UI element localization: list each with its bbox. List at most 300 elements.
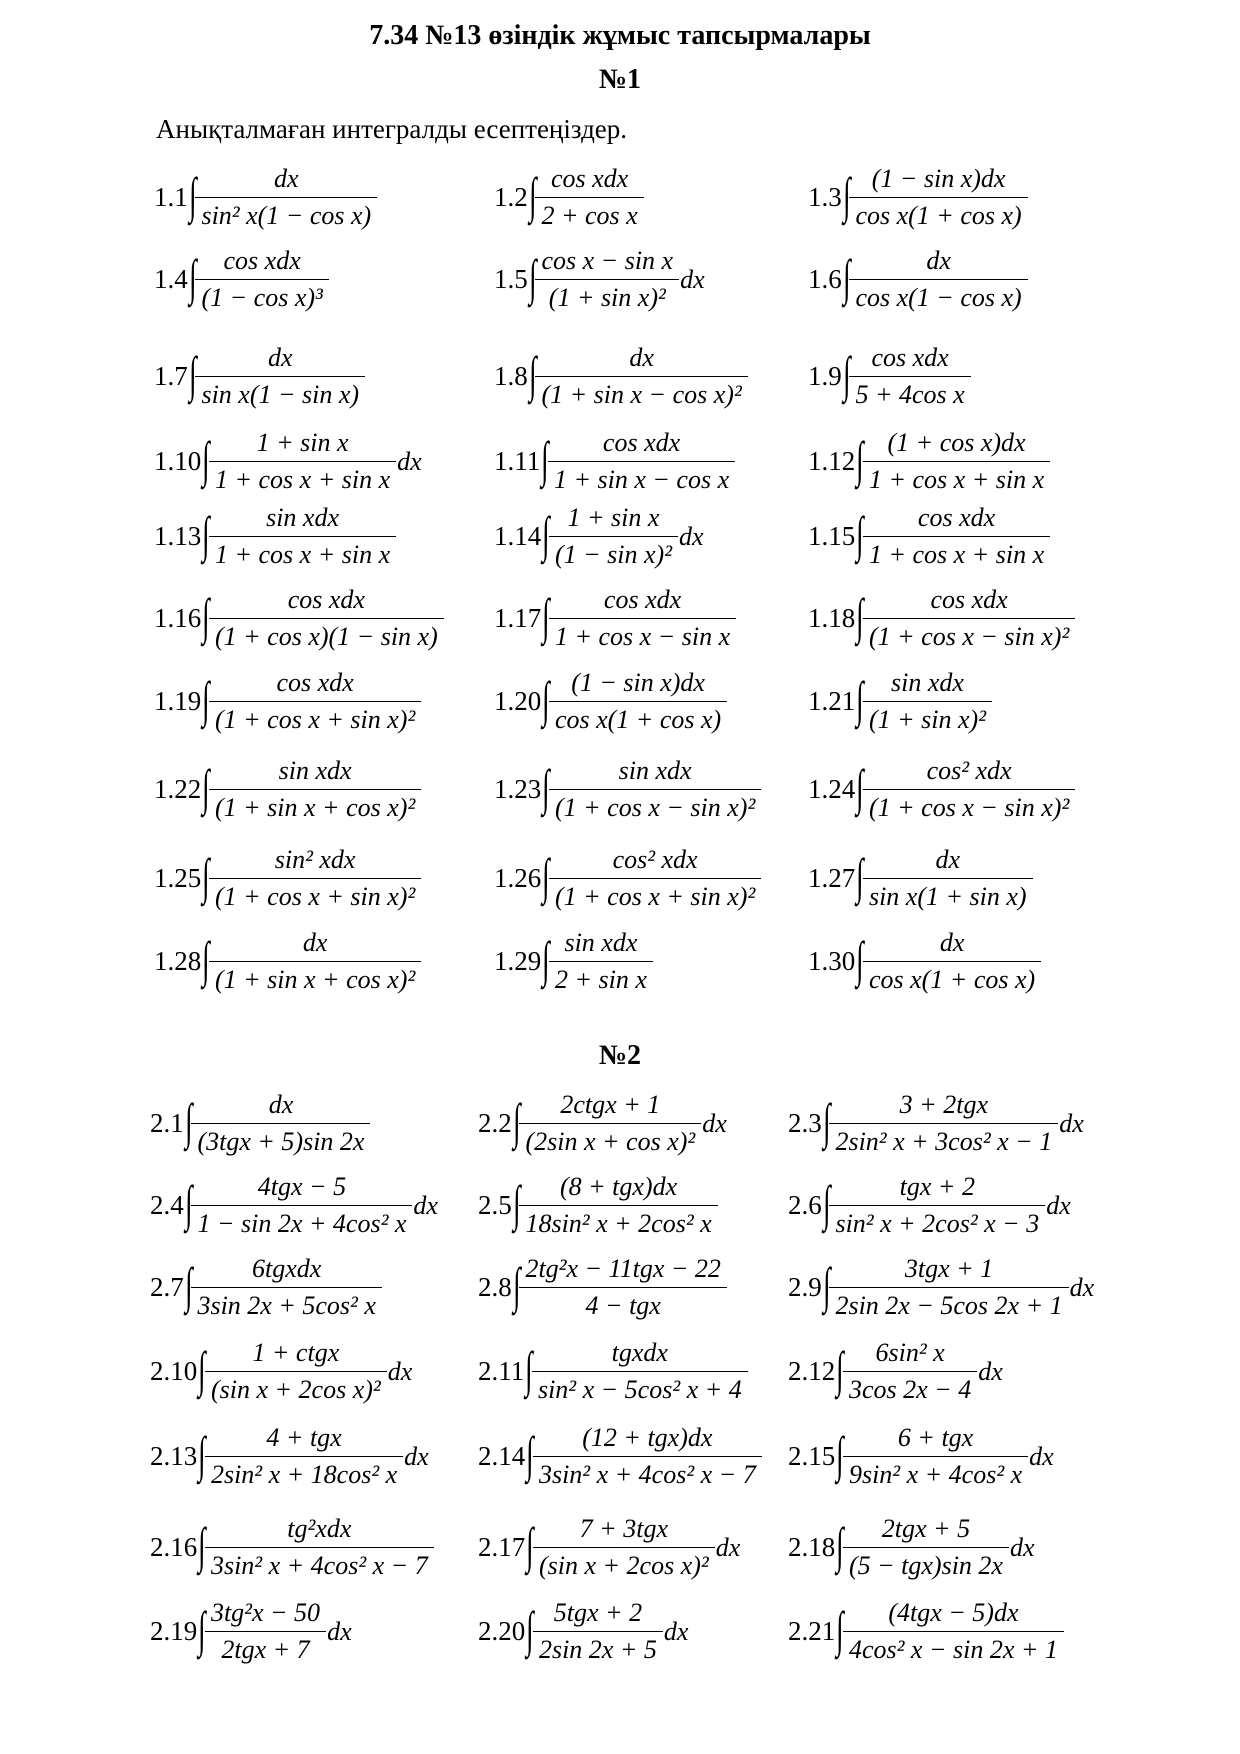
problem-number: 1.29 <box>494 946 542 976</box>
integrand-fraction <box>535 343 747 410</box>
section1-problem-1-22 <box>154 756 421 823</box>
integrand-fraction <box>191 1254 381 1321</box>
fraction-denominator: 3sin 2x + 5cos² x <box>191 1287 381 1321</box>
section1-problem-1-26 <box>494 845 761 912</box>
fraction-denominator: (sin x + 2cos x)² <box>205 1371 387 1405</box>
section2-problem-2-5 <box>478 1172 718 1239</box>
fraction-numerator: 3 + 2tgx <box>899 1090 988 1119</box>
integrand-fraction <box>829 1254 1068 1321</box>
integral-sign: ∫ <box>842 345 851 402</box>
fraction-numerator: dx <box>267 343 293 372</box>
section1-problem-1-25 <box>154 845 421 912</box>
fraction-denominator: (1 + cos x + sin x)² <box>209 701 421 735</box>
section1-problem-1-8 <box>494 343 748 410</box>
section2-problem-2-6 <box>788 1172 1071 1239</box>
fraction-denominator: 4 − tgx <box>519 1287 726 1321</box>
section1-heading: №1 <box>598 64 642 95</box>
integrand-fraction <box>533 1423 762 1490</box>
problem-number: 1.15 <box>808 521 856 551</box>
integral-sign: ∫ <box>202 505 210 562</box>
section2-problem-2-17 <box>478 1514 740 1581</box>
integrand-fraction <box>549 503 678 570</box>
fraction-denominator: 4cos² x − sin 2x + 1 <box>843 1631 1064 1665</box>
integrand-fraction <box>863 928 1041 995</box>
fraction-numerator: dx <box>629 343 654 372</box>
fraction-denominator: 3sin² x + 4cos² x − 7 <box>533 1456 762 1490</box>
problem-number: 1.6 <box>808 264 842 294</box>
fraction-numerator: 3tg²x − 50 <box>210 1598 321 1627</box>
integrand-fraction <box>863 668 992 735</box>
integral-sign: ∫ <box>525 1340 533 1397</box>
differential-dx: dx <box>387 1356 413 1386</box>
fraction-numerator: sin xdx <box>278 756 352 785</box>
integrand-fraction <box>549 668 727 735</box>
fraction-numerator: sin xdx <box>618 756 692 785</box>
differential-dx: dx <box>413 1190 438 1220</box>
problem-number: 2.9 <box>788 1272 822 1302</box>
section1-problem-1-18 <box>808 585 1075 652</box>
section2-problem-2-1 <box>150 1090 370 1157</box>
integral-sign: ∫ <box>836 1516 844 1573</box>
differential-dx: dx <box>1059 1108 1084 1138</box>
differential-dx: dx <box>1029 1441 1054 1471</box>
integrand-fraction <box>849 343 970 410</box>
section1-problem-1-14 <box>494 503 704 570</box>
integral-sign: ∫ <box>198 1425 206 1482</box>
fraction-denominator: 2 + cos x <box>535 197 643 231</box>
fraction-denominator: (1 + cos x)(1 − sin x) <box>209 618 444 652</box>
problem-number: 1.9 <box>808 361 842 391</box>
integrand-fraction <box>205 1598 326 1665</box>
integrand-fraction <box>532 1338 748 1405</box>
problem-number: 1.23 <box>494 774 542 804</box>
integral-sign: ∫ <box>528 248 537 305</box>
section1-problem-1-12 <box>808 428 1050 495</box>
problem-number: 1.11 <box>494 446 541 476</box>
problem-number: 2.17 <box>478 1532 526 1562</box>
problem-number: 1.20 <box>494 686 542 716</box>
fraction-denominator: cos x(1 + cos x) <box>549 701 727 735</box>
section2-problem-2-8 <box>478 1254 727 1321</box>
problem-number: 2.15 <box>788 1441 836 1471</box>
integral-sign: ∫ <box>528 345 537 402</box>
integrand-fraction <box>829 1172 1045 1239</box>
problem-number: 1.30 <box>808 946 856 976</box>
fraction-denominator: 1 + cos x + sin x <box>209 536 396 570</box>
fraction-denominator: (3tgx + 5)sin 2x <box>191 1123 370 1157</box>
problem-number: 1.27 <box>808 863 856 893</box>
integral-sign: ∫ <box>202 670 210 727</box>
section1-problem-1-1 <box>154 164 377 231</box>
section1-problem-1-30 <box>808 928 1041 995</box>
fraction-denominator: (sin x + 2cos x)² <box>533 1547 715 1581</box>
fraction-denominator: 9sin² x + 4cos² x <box>843 1456 1028 1490</box>
problem-number: 1.4 <box>154 264 188 294</box>
fraction-numerator: 3tgx + 1 <box>904 1254 994 1283</box>
problem-number: 1.5 <box>494 264 528 294</box>
problem-number: 2.7 <box>150 1272 184 1302</box>
fraction-denominator: (1 + sin x)² <box>863 701 992 735</box>
section2-problem-2-16 <box>150 1514 434 1581</box>
fraction-denominator: 2sin 2x − 5cos 2x + 1 <box>829 1287 1068 1321</box>
problem-number: 1.3 <box>808 182 842 212</box>
integral-sign: ∫ <box>542 670 550 727</box>
problem-number: 2.18 <box>788 1532 836 1562</box>
differential-dx: dx <box>327 1616 352 1646</box>
integrand-fraction <box>209 756 421 823</box>
fraction-denominator: sin x(1 + sin x) <box>863 878 1033 912</box>
fraction-numerator: tgxdx <box>611 1338 668 1367</box>
integrand-fraction <box>863 503 1050 570</box>
section2-problem-2-7 <box>150 1254 382 1321</box>
fraction-denominator: (1 − sin x)² <box>549 536 678 570</box>
integral-sign: ∫ <box>184 1174 193 1231</box>
fraction-denominator: (1 + cos x − sin x)² <box>863 789 1075 823</box>
problem-number: 2.13 <box>150 1441 198 1471</box>
fraction-numerator: cos xdx <box>276 668 354 697</box>
fraction-denominator: 5 + 4cos x <box>849 376 970 410</box>
section1-problem-1-3 <box>808 164 1028 231</box>
integrand-fraction <box>209 668 421 735</box>
section1-problem-1-19 <box>154 668 421 735</box>
fraction-denominator: cos x(1 + cos x) <box>863 961 1041 995</box>
fraction-numerator: (8 + tgx)dx <box>559 1172 678 1201</box>
integral-sign: ∫ <box>188 248 197 305</box>
problem-number: 2.6 <box>788 1190 822 1220</box>
section2-problem-2-10 <box>150 1338 412 1405</box>
problem-number: 2.8 <box>478 1272 512 1302</box>
fraction-denominator: (5 − tgx)sin 2x <box>843 1547 1009 1581</box>
problem-number: 1.17 <box>494 603 542 633</box>
fraction-numerator: sin² xdx <box>274 845 356 874</box>
fraction-numerator: (4tgx − 5)dx <box>888 1598 1019 1627</box>
fraction-numerator: dx <box>274 164 299 193</box>
integral-sign: ∫ <box>836 1340 844 1397</box>
problem-number: 2.14 <box>478 1441 526 1471</box>
integral-sign: ∫ <box>541 430 549 487</box>
problem-number: 1.19 <box>154 686 202 716</box>
integrand-fraction <box>191 1172 412 1239</box>
fraction-denominator: cos x(1 + cos x) <box>849 197 1027 231</box>
problem-number: 2.21 <box>788 1616 836 1646</box>
problem-number: 1.1 <box>154 182 188 212</box>
fraction-denominator: 3sin² x + 4cos² x − 7 <box>205 1547 434 1581</box>
fraction-denominator: 3cos 2x − 4 <box>843 1371 977 1405</box>
differential-dx: dx <box>663 1616 689 1646</box>
section1-problem-1-21 <box>808 668 992 735</box>
integrand-fraction <box>829 1090 1058 1157</box>
integrand-fraction <box>195 164 377 231</box>
integrand-fraction <box>519 1090 701 1157</box>
integral-sign: ∫ <box>202 587 210 644</box>
fraction-numerator: cos xdx <box>223 246 301 275</box>
section1-problem-1-29 <box>494 928 653 995</box>
problem-number: 1.14 <box>494 521 542 551</box>
problem-number: 1.10 <box>154 446 202 476</box>
section1-problem-1-5 <box>494 246 705 313</box>
differential-dx: dx <box>397 446 422 476</box>
problem-number: 1.18 <box>808 603 856 633</box>
integrand-fraction <box>535 164 643 231</box>
section1-problem-1-6 <box>808 246 1028 313</box>
integrand-fraction <box>549 756 761 823</box>
section1-problem-1-9 <box>808 343 971 410</box>
integrand-fraction <box>195 343 365 410</box>
integral-sign: ∫ <box>526 1600 534 1657</box>
integral-sign: ∫ <box>856 758 864 815</box>
fraction-numerator: 1 + ctgx <box>252 1338 340 1367</box>
integrand-fraction <box>205 1514 434 1581</box>
integrand-fraction <box>209 845 421 912</box>
integrand-fraction <box>548 428 735 495</box>
integrand-fraction <box>209 503 396 570</box>
differential-dx: dx <box>1009 1532 1035 1562</box>
integrand-fraction <box>209 928 421 995</box>
integral-sign: ∫ <box>202 430 210 487</box>
fraction-numerator: cos² xdx <box>926 756 1012 785</box>
section2-problem-2-15 <box>788 1423 1054 1490</box>
integrand-fraction <box>533 1598 663 1665</box>
integral-sign: ∫ <box>512 1174 521 1231</box>
fraction-numerator: (1 + cos x)dx <box>887 428 1026 457</box>
fraction-denominator: cos x(1 − cos x) <box>849 279 1027 313</box>
integral-sign: ∫ <box>542 505 550 562</box>
fraction-denominator: 2sin² x + 3cos² x − 1 <box>829 1123 1058 1157</box>
fraction-denominator: (1 + sin x + cos x)² <box>209 789 421 823</box>
integrand-fraction <box>549 928 653 995</box>
section2-problem-2-2 <box>478 1090 727 1157</box>
integral-sign: ∫ <box>842 166 851 223</box>
fraction-numerator: 6tgxdx <box>252 1254 322 1283</box>
fraction-numerator: cos xdx <box>602 428 681 457</box>
differential-dx: dx <box>1069 1272 1095 1302</box>
problem-number: 2.16 <box>150 1532 198 1562</box>
section1-problem-1-28 <box>154 928 421 995</box>
fraction-numerator: dx <box>939 928 965 957</box>
section1-problem-1-7 <box>154 343 365 410</box>
integral-sign: ∫ <box>836 1600 844 1657</box>
fraction-numerator: dx <box>268 1090 294 1119</box>
section1-problem-1-10 <box>154 428 422 495</box>
integrand-fraction <box>843 1423 1028 1490</box>
integral-sign: ∫ <box>512 1256 521 1313</box>
integral-sign: ∫ <box>188 345 197 402</box>
integral-sign: ∫ <box>184 1256 193 1313</box>
fraction-numerator: cos xdx <box>917 503 996 532</box>
fraction-numerator: cos xdx <box>603 585 682 614</box>
fraction-numerator: 1 + sin x <box>256 428 349 457</box>
integral-sign: ∫ <box>542 758 550 815</box>
integral-sign: ∫ <box>198 1516 206 1573</box>
integral-sign: ∫ <box>202 847 210 904</box>
fraction-numerator: 4 + tgx <box>266 1423 342 1452</box>
problem-number: 2.10 <box>150 1356 198 1386</box>
fraction-numerator: 1 + sin x <box>567 503 660 532</box>
integrand-fraction <box>843 1598 1064 1665</box>
integral-sign: ∫ <box>836 1425 844 1482</box>
problem-number: 1.21 <box>808 686 856 716</box>
fraction-numerator: cos xdx <box>287 585 365 614</box>
fraction-denominator: sin² x(1 − cos x) <box>195 197 377 231</box>
fraction-denominator: (1 + cos x − sin x)² <box>549 789 761 823</box>
section2-problem-2-4 <box>150 1172 438 1239</box>
integrand-fraction <box>191 1090 370 1157</box>
fraction-numerator: tg²xdx <box>287 1514 352 1543</box>
fraction-numerator: 2tg²x − 11tgx − 22 <box>525 1254 721 1283</box>
fraction-numerator: 2ctgx + 1 <box>560 1090 661 1119</box>
problem-number: 1.24 <box>808 774 856 804</box>
problem-number: 1.2 <box>494 182 528 212</box>
section2-problem-2-21 <box>788 1598 1064 1665</box>
integrand-fraction <box>843 1514 1009 1581</box>
problem-number: 2.1 <box>150 1108 184 1138</box>
section2-problem-2-12 <box>788 1338 1003 1405</box>
integrand-fraction <box>549 845 761 912</box>
integrand-fraction <box>195 246 328 313</box>
differential-dx: dx <box>404 1441 429 1471</box>
section2-problem-2-14 <box>478 1423 762 1490</box>
fraction-denominator: 1 + sin x − cos x <box>548 461 735 495</box>
fraction-denominator: sin² x − 5cos² x + 4 <box>532 1371 748 1405</box>
fraction-denominator: 1 + cos x − sin x <box>549 618 736 652</box>
differential-dx: dx <box>715 1532 741 1562</box>
integrand-fraction <box>849 246 1027 313</box>
fraction-numerator: (1 − sin x)dx <box>571 668 705 697</box>
integrand-fraction <box>863 845 1033 912</box>
section2-problem-2-19 <box>150 1598 352 1665</box>
problem-number: 2.19 <box>150 1616 198 1646</box>
problem-number: 2.11 <box>478 1356 525 1386</box>
section1-problem-1-16 <box>154 585 444 652</box>
section2-problem-2-9 <box>788 1254 1094 1321</box>
page-title: 7.34 №13 өзіндік жұмыс тапсырмалары <box>369 20 871 51</box>
fraction-numerator: (1 − sin x)dx <box>871 164 1006 193</box>
integral-sign: ∫ <box>822 1092 831 1149</box>
fraction-numerator: cos xdx <box>871 343 949 372</box>
problem-number: 2.4 <box>150 1190 184 1220</box>
section1-problem-1-17 <box>494 585 736 652</box>
fraction-denominator: (2sin x + cos x)² <box>519 1123 701 1157</box>
integral-sign: ∫ <box>542 930 550 987</box>
fraction-denominator: (1 + cos x + sin x)² <box>209 878 421 912</box>
problem-number: 1.12 <box>808 446 856 476</box>
problem-number: 1.26 <box>494 863 542 893</box>
section1-problem-1-24 <box>808 756 1075 823</box>
problem-number: 2.5 <box>478 1190 512 1220</box>
problem-number: 2.20 <box>478 1616 526 1646</box>
fraction-numerator: dx <box>926 246 951 275</box>
integrand-fraction <box>535 246 679 313</box>
integral-sign: ∫ <box>528 166 537 223</box>
fraction-numerator: sin xdx <box>564 928 638 957</box>
fraction-numerator: dx <box>302 928 328 957</box>
section2-problem-2-20 <box>478 1598 688 1665</box>
fraction-numerator: (12 + tgx)dx <box>582 1423 713 1452</box>
integrand-fraction <box>519 1254 726 1321</box>
fraction-numerator: cos x − sin x <box>541 246 674 275</box>
fraction-denominator: 1 + cos x + sin x <box>209 461 396 495</box>
section1-problem-1-13 <box>154 503 396 570</box>
problem-number: 2.12 <box>788 1356 836 1386</box>
section1-problem-1-27 <box>808 845 1033 912</box>
fraction-denominator: (1 + sin x + cos x)² <box>209 961 421 995</box>
section2-heading: №2 <box>598 1040 642 1071</box>
integrand-fraction <box>209 585 444 652</box>
fraction-denominator: 1 + cos x + sin x <box>863 461 1050 495</box>
fraction-numerator: 5tgx + 2 <box>553 1598 643 1627</box>
integral-sign: ∫ <box>842 248 851 305</box>
fraction-numerator: 6sin² x <box>875 1338 945 1367</box>
integral-sign: ∫ <box>542 587 550 644</box>
problem-number: 1.28 <box>154 946 202 976</box>
integral-sign: ∫ <box>188 166 197 223</box>
integrand-fraction <box>533 1514 715 1581</box>
section2-problem-2-11 <box>478 1338 748 1405</box>
integral-sign: ∫ <box>856 505 864 562</box>
fraction-numerator: dx <box>935 845 961 874</box>
integral-sign: ∫ <box>856 587 864 644</box>
integrand-fraction <box>863 585 1075 652</box>
integral-sign: ∫ <box>856 930 864 987</box>
integral-sign: ∫ <box>184 1092 193 1149</box>
fraction-numerator: cos xdx <box>930 585 1008 614</box>
integral-sign: ∫ <box>202 930 210 987</box>
integral-sign: ∫ <box>526 1425 534 1482</box>
integral-sign: ∫ <box>198 1340 206 1397</box>
fraction-denominator: 1 + cos x + sin x <box>863 536 1050 570</box>
fraction-denominator: 2sin 2x + 5 <box>533 1631 663 1665</box>
problem-number: 2.2 <box>478 1108 512 1138</box>
integral-sign: ∫ <box>822 1256 831 1313</box>
problem-number: 1.7 <box>154 361 188 391</box>
integral-sign: ∫ <box>202 758 210 815</box>
section1-problem-1-20 <box>494 668 727 735</box>
integrand-fraction <box>205 1423 403 1490</box>
differential-dx: dx <box>680 264 705 294</box>
problem-number: 1.8 <box>494 361 528 391</box>
fraction-denominator: (1 + cos x + sin x)² <box>549 878 761 912</box>
fraction-denominator: sin x(1 − sin x) <box>195 376 365 410</box>
fraction-numerator: sin xdx <box>266 503 339 532</box>
fraction-denominator: (1 + sin x − cos x)² <box>535 376 747 410</box>
integral-sign: ∫ <box>542 847 550 904</box>
integrand-fraction <box>863 428 1050 495</box>
fraction-numerator: sin xdx <box>891 668 964 697</box>
instruction-text: Анықталмаған интегралды есептеңіздер. <box>156 114 628 144</box>
differential-dx: dx <box>702 1108 727 1138</box>
differential-dx: dx <box>978 1356 1003 1386</box>
fraction-numerator: 7 + 3tgx <box>579 1514 668 1543</box>
integral-sign: ∫ <box>512 1092 521 1149</box>
fraction-denominator: (1 + sin x)² <box>535 279 679 313</box>
integrand-fraction <box>849 164 1027 231</box>
differential-dx: dx <box>1046 1190 1071 1220</box>
section1-problem-1-11 <box>494 428 735 495</box>
integrand-fraction <box>549 585 736 652</box>
fraction-numerator: 2tgx + 5 <box>881 1514 971 1543</box>
section1-problem-1-23 <box>494 756 761 823</box>
integral-sign: ∫ <box>856 847 864 904</box>
fraction-numerator: tgx + 2 <box>899 1172 975 1201</box>
integral-sign: ∫ <box>198 1600 206 1657</box>
section2-problem-2-3 <box>788 1090 1084 1157</box>
fraction-denominator: 1 − sin 2x + 4cos² x <box>191 1205 412 1239</box>
fraction-denominator: 2sin² x + 18cos² x <box>205 1456 403 1490</box>
fraction-denominator: (1 + cos x − sin x)² <box>863 618 1075 652</box>
integral-sign: ∫ <box>822 1174 831 1231</box>
fraction-denominator: 2 + sin x <box>549 961 653 995</box>
integrand-fraction <box>209 428 396 495</box>
